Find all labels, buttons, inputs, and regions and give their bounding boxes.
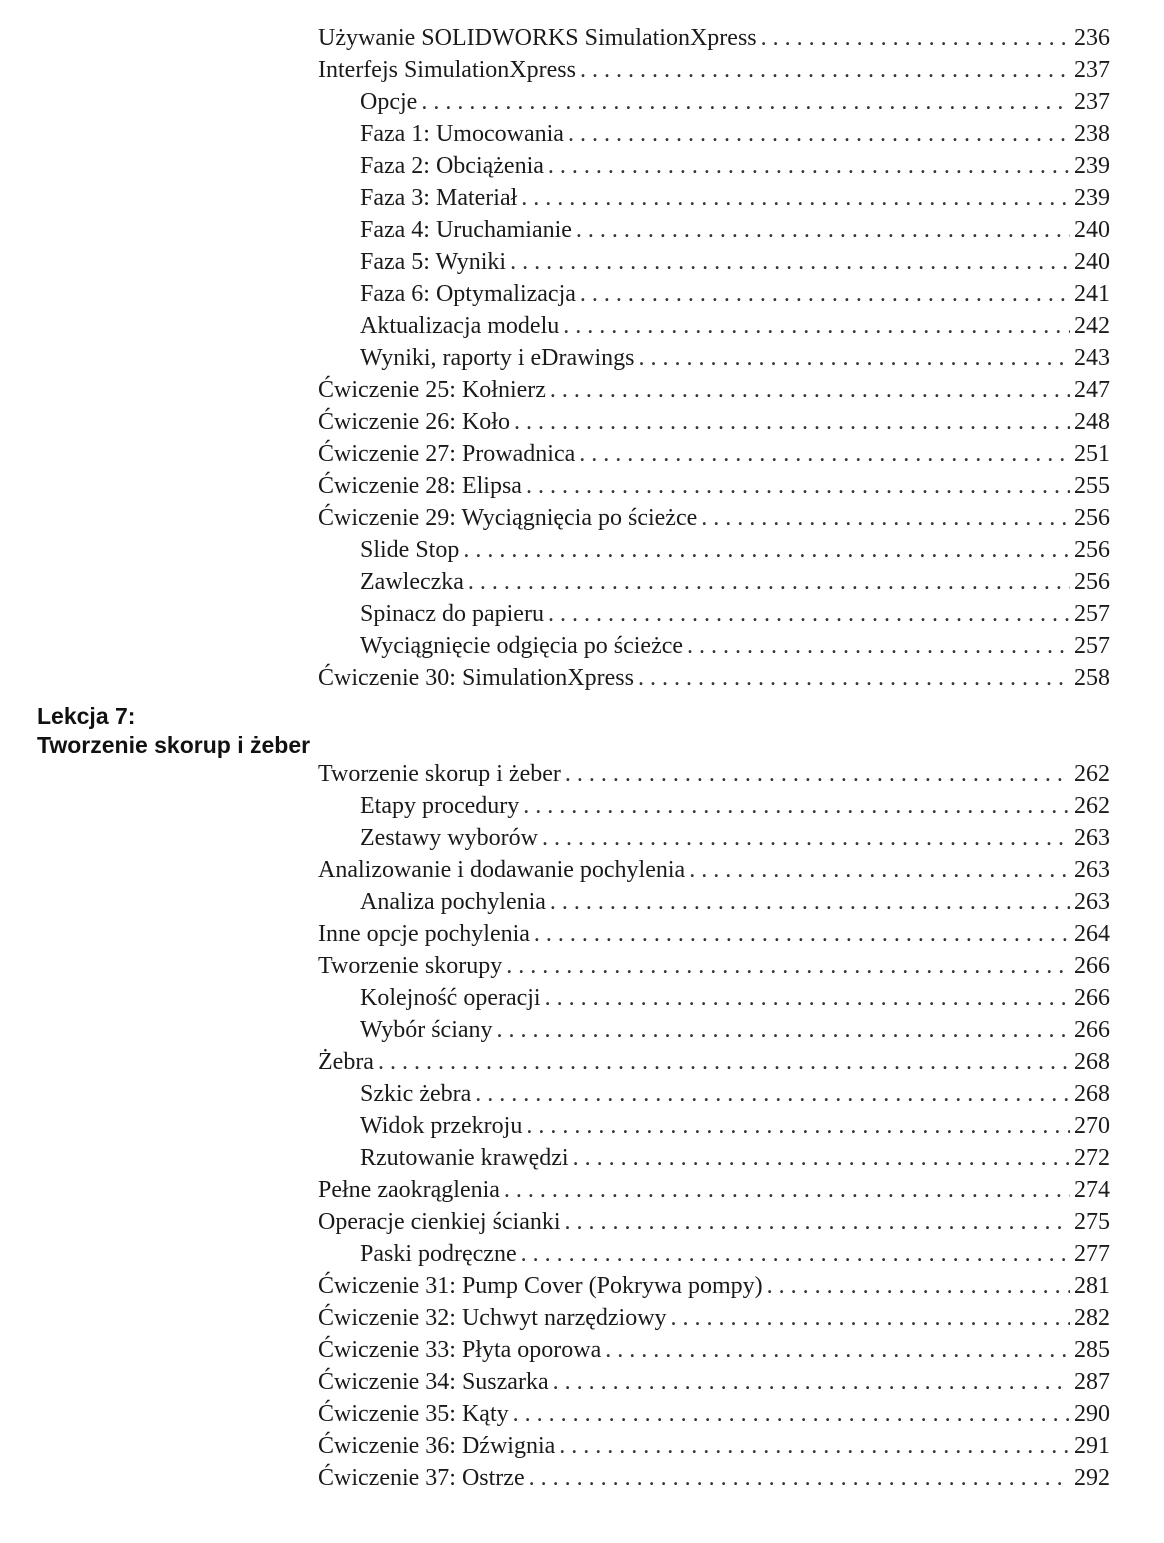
toc-entry-page: 255 [1074,473,1110,499]
dot-leader [639,342,1071,374]
toc-entry [318,662,1110,694]
toc-entry-label: Wybór ściany [360,1017,493,1043]
toc-entry-page: 237 [1074,57,1110,83]
toc-entry-label: Ćwiczenie 31: Pump Cover (Pokrywa pompy) [318,1273,763,1299]
dot-leader [580,278,1070,310]
toc-entry-label: Tworzenie skorupy [318,953,503,979]
dot-leader [580,54,1070,86]
dot-leader [497,1014,1070,1046]
toc-entry-page: 266 [1074,985,1110,1011]
toc-entry-label: Ćwiczenie 37: Ostrze [318,1465,525,1491]
dot-leader [687,630,1070,662]
toc-entry [318,214,1110,246]
dot-leader [761,22,1070,54]
dot-leader [550,374,1070,406]
dot-leader [526,470,1070,502]
dot-leader [563,310,1070,342]
toc-entry-page: 270 [1074,1113,1110,1139]
toc-entry-page: 243 [1074,345,1110,371]
toc-entry-label: Żebra [318,1049,374,1075]
toc-entry-page: 272 [1074,1145,1110,1171]
dot-leader [514,406,1070,438]
toc-entry-page: 256 [1074,569,1110,595]
toc-entry-label: Ćwiczenie 33: Płyta oporowa [318,1337,602,1363]
toc-entry [318,1142,1110,1174]
toc-entry-label: Zestawy wyborów [360,825,538,851]
toc-entry-label: Operacje cienkiej ścianki [318,1209,561,1235]
toc-entry-label: Ćwiczenie 34: Suszarka [318,1369,549,1395]
toc-entry-label: Ćwiczenie 30: SimulationXpress [318,665,634,691]
toc-entry-label: Faza 2: Obciążenia [360,153,544,179]
toc-entry [318,1462,1110,1494]
dot-leader [513,1398,1070,1430]
toc-entry [318,470,1110,502]
toc-entry-page: 251 [1074,441,1110,467]
toc-entry [318,1110,1110,1142]
toc-entry-page: 287 [1074,1369,1110,1395]
toc-entry-page: 266 [1074,953,1110,979]
toc-entry-label: Faza 4: Uruchamianie [360,217,572,243]
toc-entry-page: 263 [1074,889,1110,915]
dot-leader [605,1334,1070,1366]
toc-entry-page: 239 [1074,153,1110,179]
toc-entry [318,982,1110,1014]
toc-entry-label: Pełne zaokrąglenia [318,1177,500,1203]
dot-leader [510,246,1070,278]
toc-entry-label: Analiza pochylenia [360,889,546,915]
toc-entry-label: Ćwiczenie 25: Kołnierz [318,377,546,403]
toc-entry [318,182,1110,214]
toc-entry-page: 262 [1074,793,1110,819]
toc-entry [318,630,1110,662]
toc-entry-label: Wyniki, raporty i eDrawings [360,345,635,371]
toc-entry-label: Kolejność operacji [360,985,541,1011]
toc-entry-page: 268 [1074,1049,1110,1075]
toc-entry-label: Ćwiczenie 28: Elipsa [318,473,522,499]
toc-entry-label: Faza 6: Optymalizacja [360,281,576,307]
dot-leader [521,182,1070,214]
toc-entry-label: Ćwiczenie 35: Kąty [318,1401,509,1427]
toc-entry [318,1430,1110,1462]
toc-entry-label: Tworzenie skorup i żeber [318,761,561,787]
toc-entry-label: Ćwiczenie 36: Dźwignia [318,1433,556,1459]
toc-entry [318,1270,1110,1302]
toc-entry-label: Paski podręczne [360,1241,517,1267]
toc-entry-page: 262 [1074,761,1110,787]
dot-leader [701,502,1070,534]
toc-entry [318,1078,1110,1110]
toc-entry-label: Spinacz do papieru [360,601,544,627]
toc-entry-page: 256 [1074,537,1110,563]
dot-leader [504,1174,1070,1206]
toc-entry-page: 257 [1074,601,1110,627]
toc-entry [318,1334,1110,1366]
toc-entry-page: 277 [1074,1241,1110,1267]
toc-entry [318,342,1110,374]
toc-entry-page: 240 [1074,217,1110,243]
toc-entry [318,1302,1110,1334]
toc-entry-label: Wyciągnięcie odgięcia po ścieżce [360,633,684,659]
dot-leader [529,1462,1070,1494]
dot-leader [689,854,1070,886]
dot-leader [506,950,1070,982]
toc-entry [318,534,1110,566]
toc-entry [318,854,1110,886]
toc-entry-page: 248 [1074,409,1110,435]
toc-entry-label: Aktualizacja modelu [360,313,560,339]
toc-entry-label: Ćwiczenie 27: Prowadnica [318,441,576,467]
toc-entry-label: Rzutowanie krawędzi [360,1145,569,1171]
dot-leader [550,886,1070,918]
lesson-number: Lekcja 7: [37,703,136,729]
toc-entry-label: Widok przekroju [360,1113,523,1139]
toc-entry-page: 285 [1074,1337,1110,1363]
toc-entry-page: 237 [1074,89,1110,115]
toc-entry-page: 263 [1074,825,1110,851]
toc-entry-page: 258 [1074,665,1110,691]
toc-entry-label: Szkic żebra [360,1081,472,1107]
dot-leader [568,118,1070,150]
dot-leader [638,662,1070,694]
toc-entry-page: 282 [1074,1305,1110,1331]
toc-entry-label: Faza 5: Wyniki [360,249,507,275]
toc-entry [318,918,1110,950]
toc-entry-label: Etapy procedury [360,793,520,819]
toc-entry [318,150,1110,182]
toc-section-bottom [318,758,1110,1494]
toc-entry-page: 241 [1074,281,1110,307]
toc-entry-label: Zawleczka [360,569,464,595]
dot-leader [553,1366,1070,1398]
dot-leader [579,438,1070,470]
toc-entry-page: 264 [1074,921,1110,947]
toc-entry [318,1174,1110,1206]
toc-entry [318,566,1110,598]
toc-entry-page: 240 [1074,249,1110,275]
dot-leader [559,1430,1070,1462]
toc-entry [318,502,1110,534]
dot-leader [534,918,1070,950]
toc-entry-page: 291 [1074,1433,1110,1459]
dot-leader [378,1046,1070,1078]
toc-entry-page: 257 [1074,633,1110,659]
toc-entry-label: Ćwiczenie 26: Koło [318,409,510,435]
toc-entry [318,1238,1110,1270]
toc-entry-page: 247 [1074,377,1110,403]
toc-entry [318,1366,1110,1398]
toc-entry-label: Slide Stop [360,537,460,563]
dot-leader [521,1238,1070,1270]
toc-entry-page: 281 [1074,1273,1110,1299]
toc-entry [318,118,1110,150]
toc-entry-page: 242 [1074,313,1110,339]
toc-entry-label: Analizowanie i dodawanie pochylenia [318,857,686,883]
toc-entry-label: Ćwiczenie 29: Wyciągnięcia po ścieżce [318,505,698,531]
toc-entry-label: Inne opcje pochylenia [318,921,530,947]
toc-entry-page: 290 [1074,1401,1110,1427]
dot-leader [523,790,1070,822]
dot-leader [565,758,1070,790]
toc-entry-page: 238 [1074,121,1110,147]
dot-leader [545,982,1070,1014]
toc-entry-label: Ćwiczenie 32: Uchwyt narzędziowy [318,1305,667,1331]
toc-entry-page: 268 [1074,1081,1110,1107]
toc-entry [318,758,1110,790]
toc-entry [318,1046,1110,1078]
toc-entry [318,1206,1110,1238]
dot-leader [548,598,1070,630]
toc-entry-page: 266 [1074,1017,1110,1043]
lesson-title: Tworzenie skorup i żeber [37,732,311,758]
toc-entry [318,1014,1110,1046]
toc-entry [318,598,1110,630]
dot-leader [468,566,1070,598]
toc-entry-page: 239 [1074,185,1110,211]
dot-leader [767,1270,1070,1302]
toc-entry-label: Faza 1: Umocowania [360,121,564,147]
toc-entry-page: 256 [1074,505,1110,531]
dot-leader [573,1142,1070,1174]
toc-entry [318,1398,1110,1430]
lesson-heading [37,702,310,760]
toc-entry [318,950,1110,982]
toc-entry-page: 236 [1074,25,1110,51]
dot-leader [526,1110,1070,1142]
toc-entry-page: 292 [1074,1465,1110,1491]
toc-entry [318,22,1110,54]
toc-entry-page: 274 [1074,1177,1110,1203]
toc-entry [318,310,1110,342]
dot-leader [421,86,1070,118]
toc-entry-label: Używanie SOLIDWORKS SimulationXpress [318,25,757,51]
dot-leader [671,1302,1070,1334]
dot-leader [576,214,1070,246]
dot-leader [542,822,1070,854]
toc-entry [318,86,1110,118]
toc-entry [318,822,1110,854]
toc-entry-label: Interfejs SimulationXpress [318,57,576,83]
dot-leader [565,1206,1070,1238]
dot-leader [463,534,1070,566]
toc-entry-label: Faza 3: Materiał [360,185,518,211]
toc-section-top [318,22,1110,694]
toc-entry [318,406,1110,438]
toc-entry-page: 275 [1074,1209,1110,1235]
toc-entry [318,246,1110,278]
toc-entry [318,886,1110,918]
toc-entry [318,54,1110,86]
toc-entry [318,438,1110,470]
toc-entry [318,278,1110,310]
toc-entry [318,790,1110,822]
toc-entry-label: Opcje [360,89,418,115]
dot-leader [548,150,1070,182]
toc-entry-page: 263 [1074,857,1110,883]
dot-leader [475,1078,1070,1110]
toc-entry [318,374,1110,406]
